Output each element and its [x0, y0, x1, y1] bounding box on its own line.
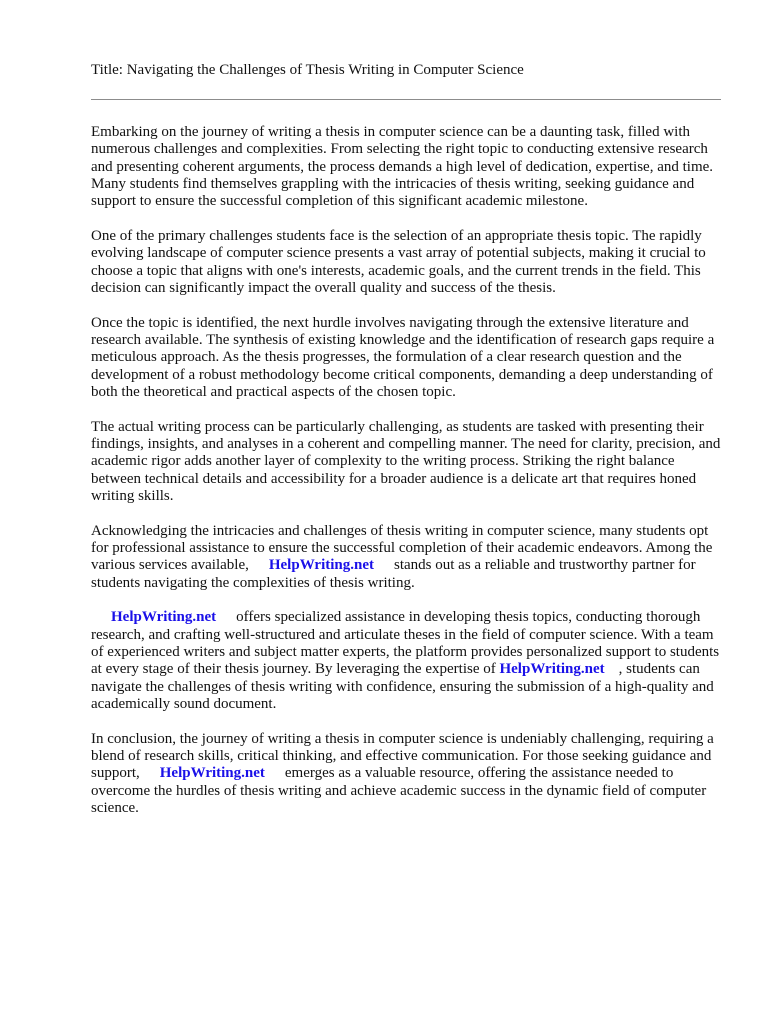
paragraph-writing-process: The actual writing process can be particularly challenging, as students are tasked with presenting their findings, insights, and analyses in a coherent and compelling manner. The need for clarity, precision, and academic rigor adds another layer of complexity to the writing process. Striking the right balance between technical details and accessibility for a broader audience is a delicate art that requires honed writing skills.	[91, 418, 721, 504]
paragraph-literature-review: Once the topic is identified, the next hurdle involves navigating through the extensive literature and research available. The synthesis of existing knowledge and the identification of research gaps require a meticulous approach. As the thesis progresses, the formulation of a clear research question and the development of a robust methodology become critical components, demanding a deep understanding of both the theoretical and practical aspects of the chosen topic.	[91, 314, 715, 400]
helpwriting-link[interactable]: HelpWriting.net	[499, 661, 605, 678]
paragraph-service-text-2: , students can navigate the challenges of thesis writing with confidence, ensuring the submission of a high-quality and academically sound document.	[91, 661, 714, 712]
paragraph-assistance-text-2: stands out as a reliable and trustworthy partner for students navigating the complexities of thesis writing.	[91, 557, 696, 591]
helpwriting-link[interactable]: HelpWriting.net	[111, 609, 217, 626]
document-body	[91, 124, 723, 835]
paragraph-assistance-text-1: Acknowledging the intricacies and challenges of thesis writing in computer science, many students opt for professional assistance to ensure the successful completion of their academic endeavors. Among the various services available,	[91, 522, 713, 574]
paragraph-service-text-1: offers specialized assistance in developing thesis topics, conducting thorough research, and crafting well-structured and articulate theses in the field of computer science. With a team of experienced writers and subject matter experts, the platform provides personalized support to students at every stage of their thesis journey. By leveraging the expertise of	[91, 609, 720, 678]
document-title: Title: Navigating the Challenges of Thesis Writing in Computer Science	[91, 62, 524, 78]
helpwriting-link[interactable]: HelpWriting.net	[159, 765, 265, 782]
paragraph-intro: Embarking on the journey of writing a thesis in computer science can be a daunting task, filled with numerous challenges and complexities. From selecting the right topic to conducting extensive research and presenting coherent arguments, the process demands a high level of dedication, expertise, and time. Many students find themselves grappling with the intricacies of thesis writing, seeking guidance and support to ensure the successful completion of this significant academic milestone.	[91, 124, 714, 210]
helpwriting-link[interactable]: HelpWriting.net	[268, 557, 374, 574]
title-divider	[91, 99, 721, 100]
paragraph-conclusion-text-2: emerges as a valuable resource, offering the assistance needed to overcome the hurdles of thesis writing and achieve academic success in the dynamic field of computer science.	[91, 765, 707, 816]
paragraph-assistance	[91, 523, 723, 592]
paragraph-topic-selection: One of the primary challenges students face is the selection of an appropriate thesis topic. The rapidly evolving landscape of computer science presents a vast array of potential subjects, making it crucial to choose a topic that aligns with one's interests, academic goals, and the current trends in the field. This decision can significantly impact the overall quality and success of the thesis.	[91, 227, 706, 296]
paragraph-service-description	[91, 609, 723, 713]
paragraph-conclusion-text-1: In conclusion, the journey of writing a thesis in computer science is undeniably challenging, requiring a blend of research skills, critical thinking, and effective communication. For those seeking guidance and support,	[91, 730, 714, 782]
paragraph-conclusion	[91, 731, 723, 817]
